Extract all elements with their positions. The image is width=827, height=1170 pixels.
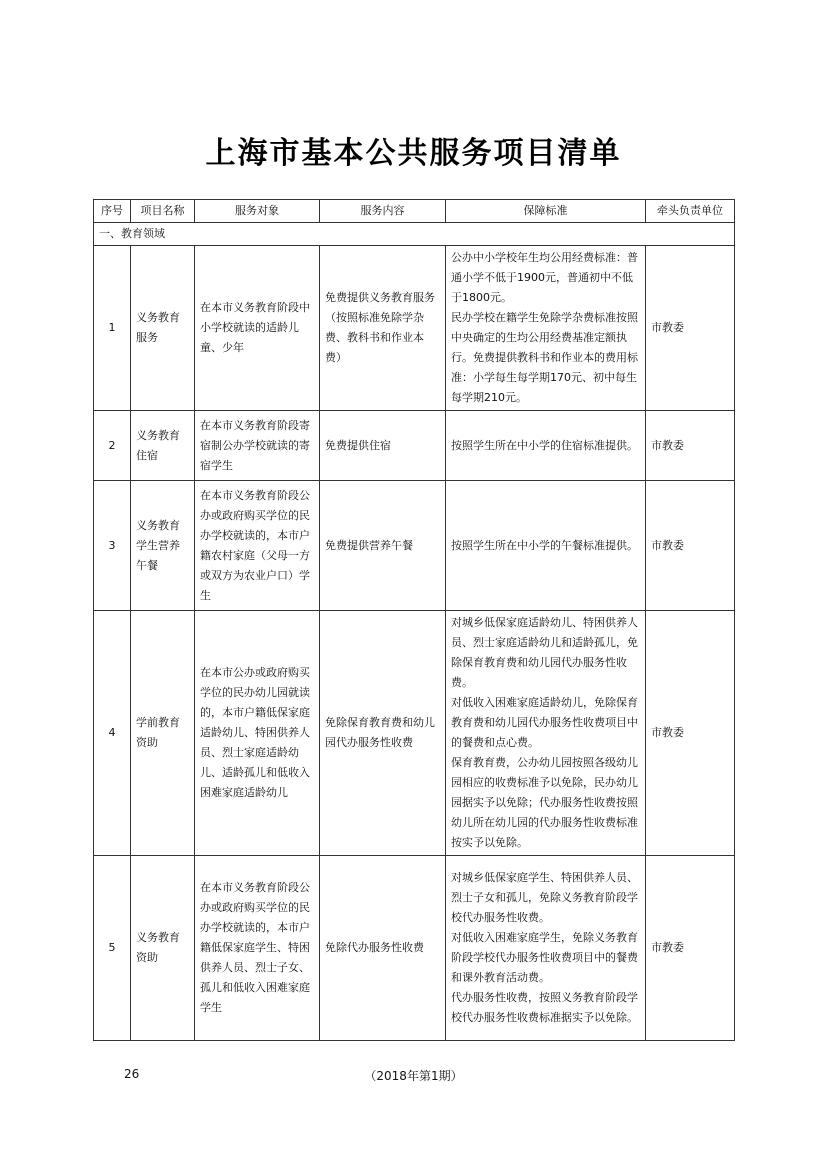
table-header-row (94, 200, 735, 223)
section-label: 一、教育领域 (94, 223, 735, 246)
table-row (94, 411, 735, 481)
cell-no: 5 (94, 856, 131, 1041)
cell-content: 免费提供住宿 (320, 411, 446, 481)
cell-content: 免除保育教育费和幼儿园代办服务性收费 (320, 611, 446, 856)
section-row (94, 223, 735, 246)
cell-name: 学前教育资助 (131, 611, 195, 856)
table-row (94, 246, 735, 411)
service-list-table (93, 199, 735, 1041)
cell-content: 免除代办服务性收费 (320, 856, 446, 1041)
issue-label: （2018年第1期） (364, 1069, 463, 1083)
cell-standard: 对城乡低保家庭适龄幼儿、特困供养人员、烈士家庭适龄幼儿和适龄孤儿，免除保育教育费和幼儿园代办服务性收费。 对低收入困难家庭适龄幼儿，免除保育教育费和幼儿园代办服务性收费项目中的餐费和点心费。 保育教育费，公办幼儿园按照各级幼儿园相应的收费标准予以免除，民办幼儿园据实予以免除；代办服务性收费按照幼儿所在幼儿园的代办服务性收费标准按实予以免除。 (446, 611, 646, 856)
cell-no: 4 (94, 611, 131, 856)
cell-standard: 按照学生所在中小学的住宿标准提供。 (446, 411, 646, 481)
cell-standard: 对城乡低保家庭学生、特困供养人员、烈士子女和孤儿，免除义务教育阶段学校代办服务性收费。 对低收入困难家庭学生，免除义务教育阶段学校代办服务性收费项目中的餐费和课外教育活动费。 代办服务性收费，按照义务教育阶段学校代办服务性收费标准据实予以免除。 (446, 856, 646, 1041)
cell-standard: 按照学生所在中小学的午餐标准提供。 (446, 481, 646, 611)
cell-name: 义务教育学生营养午餐 (131, 481, 195, 611)
cell-unit: 市教委 (646, 611, 735, 856)
page-number: 26 (124, 1067, 140, 1081)
table-row (94, 481, 735, 611)
cell-target: 在本市公办或政府购买学位的民办幼儿园就读的，本市户籍低保家庭适龄幼儿、特困供养人员、烈士家庭适龄幼儿、适龄孤儿和低收入困难家庭适龄幼儿 (195, 611, 320, 856)
header-no: 序号 (94, 200, 131, 223)
cell-unit: 市教委 (646, 246, 735, 411)
header-name: 项目名称 (131, 200, 195, 223)
header-content: 服务内容 (320, 200, 446, 223)
cell-content: 免费提供义务教育服务（按照标准免除学杂费、教科书和作业本费） (320, 246, 446, 411)
cell-unit: 市教委 (646, 481, 735, 611)
table-row (94, 611, 735, 856)
cell-name: 义务教育资助 (131, 856, 195, 1041)
cell-target: 在本市义务教育阶段中小学校就读的适龄儿童、少年 (195, 246, 320, 411)
cell-no: 1 (94, 246, 131, 411)
cell-content: 免费提供营养午餐 (320, 481, 446, 611)
cell-standard: 公办中小学校年生均公用经费标准：普通小学不低于1900元，普通初中不低于1800元。 民办学校在籍学生免除学杂费标准按照中央确定的生均公用经费基准定额执行。免费提供教科书和作业本的费用标准：小学每生每学期170元、初中每生每学期210元。 (446, 246, 646, 411)
header-standard: 保障标准 (446, 200, 646, 223)
cell-no: 2 (94, 411, 131, 481)
cell-target: 在本市义务教育阶段寄宿制公办学校就读的寄宿学生 (195, 411, 320, 481)
table-row (94, 856, 735, 1041)
cell-unit: 市教委 (646, 856, 735, 1041)
cell-target: 在本市义务教育阶段公办或政府购买学位的民办学校就读的，本市户籍低保家庭学生、特困供养人员、烈士子女、孤儿和低收入困难家庭学生 (195, 856, 320, 1041)
cell-target: 在本市义务教育阶段公办或政府购买学位的民办学校就读的，本市户籍农村家庭（父母一方或双方为农业户口）学生 (195, 481, 320, 611)
cell-name: 义务教育住宿 (131, 411, 195, 481)
cell-name: 义务教育服务 (131, 246, 195, 411)
header-unit: 牵头负责单位 (646, 200, 735, 223)
header-target: 服务对象 (195, 200, 320, 223)
page-title: 上海市基本公共服务项目清单 (205, 136, 622, 171)
cell-unit: 市教委 (646, 411, 735, 481)
cell-no: 3 (94, 481, 131, 611)
